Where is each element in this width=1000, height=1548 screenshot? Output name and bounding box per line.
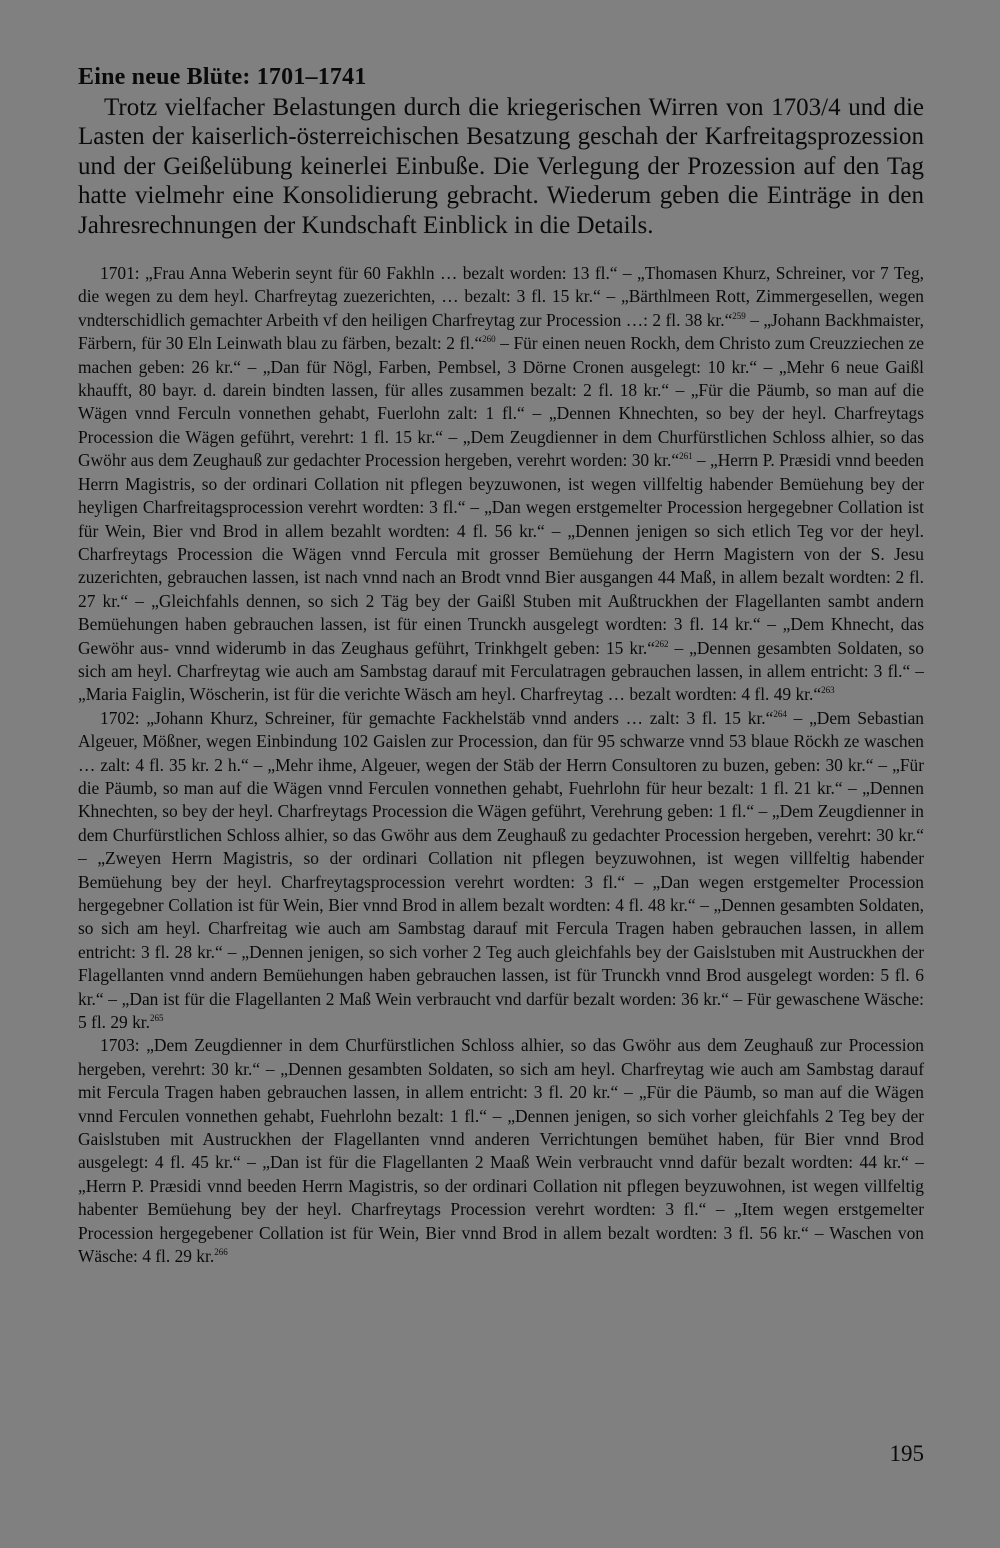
footnote-marker: 260	[482, 334, 496, 345]
entry-text: – „Dem Sebastian Algeuer, Mößner, wegen Einbindung 102 Gaislen zur Procession, dan für 95 schwarze vnnd 53 blaue Röckh ze waschen … zalt: 4 fl. 35 kr. 2 h.“ – „Mehr ihme, Algeuer, wegen der Stäb der Herrn Consultoren zu buzen, geben: 30 kr.“ – „Für die Päumb, so man auf die Wägen vnnd Ferculen vonnethen gehabt, Fuehrlohn für heur bezalt: 1 fl. 21 kr.“ – „Dennen Khnechten, so bey der heyl. Charfreytags Procession die Wägen geführt, Verehrung geben: 1 fl.“ – „Dem Zeugdienner in dem Churfürstlichen Schloss alhier, so das Gwöhr aus dem Zeughauß zu gedachter Procession hergeben, verehrt: 30 kr.“ – „Zweyen Herrn Magistris, so der ordinari Collation nit pflegen beyzuwohnen, ist wegen villfeltig habender Bemüehung bey der heyl. Charfreytagsprocession verehrt wordten: 3 fl.“ – „Dan wegen erstgemelter Procession hergegebner Collation ist für Wein, Bier vnnd Brod in allem bezalt wordten: 4 fl. 48 kr.“ – „Dennen gesambten Soldaten, so sich am heyl. Charfreitag wie auch am Sambstag darauf mit Fercula Tragen haben gebrauchen lassen, in allem entricht: 3 fl. 28 kr.“ – „Dennen jenigen, so sich vorher 2 Teg auch gleichfahls bey der Gaislstuben mit Austruckhen der Flagellanten vnnd andern Bemüehungen haben gebrauchen lassen, ist für Trunckh vnnd Brod ausgelegt worden: 5 fl. 6 kr.“ – „Dan ist für die Flagellanten 2 Maß Wein verbraucht vnd darfür bezalt worden: 36 kr.“ – Für gewaschene Wäsche: 5 fl. 29 kr.	[78, 707, 924, 1033]
entry-text: – „Johann Backhmaister, Färbern, für 30 Eln Leinwath blau zu färben, bezalt: 2 fl.“	[78, 309, 924, 354]
entry-text: – „Herrn P. Præsidi vnnd beeden Herrn Magistris, so der ordinari Collation nit pflegen beyzuwonen, ist wegen villfeltig habender Bemüehung bey der heyligen Charfreitagsprocession verehrt wordten: 3 fl.“ – „Dan wegen erstgemelter Procession hergegebner Collation ist für Wein, Bier vnd Brod in allem bezahlt wordten: 4 fl. 56 kr.“ – „Dennen jenigen so sich etlich Teg vor der heyl. Charfreytags Procession die Wägen vnnd Fercula mit grosser Bemüehung der Herrn Magistern von der S. Jesu zuzerichten, gebrauchen lassen, ist nach vnnd nach an Brodt vnnd Bier ausgangen 44 Maß, in allem bezalt wordten: 2 fl. 27 kr.“ – „Gleichfahls dennen, so sich 2 Täg bey der Gaißl Stuben mit Außtruckhen der Flagellanten sambt andern Bemüehungen haben gebrauchen lassen, ist für einen Trunckh ausgelegt wordten: 3 fl. 14 kr.“ – „Dem Khnecht, das Gewöhr aus- vnnd widerumb in das Zeughaus geführt, Trinkhgelt geben: 15 kr.“	[78, 450, 925, 658]
entry-text: – Für einen neuen Rockh, dem Christo zum Creuzziechen ze machen geben: 26 kr.“ – „Dan für Nögl, Farben, Pembsel, 3 Dörne Cronen ausgelegt: 10 kr.“ – „Mehr 6 neue Gaißl khaufft, 80 bayr. d. darein bindten lassen, für alles zusammen bezalt: 2 fl. 18 kr.“ – „Für die Päumb, so man auf die Wägen vnnd Ferculn vonnethen gehabt, Fuerlohn zalt: 1 fl.“ – „Dennen Khnechten, so bey der heyl. Charfreytags Procession die Wägen geführt, verehrt: 1 fl. 15 kr.“ – „Dem Zeugdienner in dem Churfürstlichen Schloss alhier, so das Gwöhr aus dem Zeughauß zur gedachter Procession hergeben, verehrt worden: 30 kr.“	[78, 333, 925, 471]
intro-paragraph: Trotz vielfacher Belastungen durch die kriegerischen Wirren von 1703/4 und die Lasten der kaiserlich-österreichischen Besatzung geschah der Karfreitagsprozession und der Geißelübung keinerlei Einbuße. Die Verlegung der Prozession auf den Tag hatte vielmehr eine Konsolidierung gebracht. Wiederum geben die Einträge in den Jahresrechnungen der Kundschaft Einblick in die Details.	[78, 94, 924, 239]
footnote-marker: 266	[214, 1247, 228, 1258]
section-heading: Eine neue Blüte: 1701–1741	[78, 64, 367, 90]
page-number: 195	[889, 1441, 924, 1466]
footnote-marker: 263	[821, 685, 835, 696]
page-body	[78, 62, 924, 1269]
entry-year: 1702	[100, 707, 135, 728]
entry-text: – „Dennen gesambten Soldaten, so sich am heyl. Charfreytag wie auch am Sambstag darauf mit Ferculatragen gebrauchen lassen, in allem entricht: 3 fl.“ – „Maria Faiglin, Wöscherin, ist für die verichte Wäsch am heyl. Charfreytag … bezalt wordten: 4 fl. 49 kr.“	[78, 637, 924, 705]
footnote-marker: 262	[654, 638, 669, 649]
footnote-marker: 264	[773, 708, 787, 719]
account-entries	[78, 262, 924, 1268]
footnote-marker: 259	[732, 310, 746, 321]
entry-text: : „Frau Anna Weberin seynt für 60 Fakhln … bezalt worden: 13 fl.“ – „Thomasen Khurz, Schreiner, vor 7 Teg, die wegen zu dem heyl. Charfreytag zuezerichten, … bezalt: 3 fl. 15 kr.“ – „Bärthlmeen Rott, Zimmergesellen, wegen vndterschidlich gemachter Arbeith vf den heiligen Charfreytag zur Procession …: 2 fl. 38 kr.“	[78, 263, 924, 330]
account-entry-1701	[78, 262, 924, 707]
account-entry-1703	[78, 1034, 924, 1268]
entry-text: : „Dem Zeugdienner in dem Churfürstlichen Schloss alhier, so das Gwöhr aus dem Zeughauß zur Procession hergeben, verehrt: 30 kr.“ – „Dennen gesambten Soldaten, so sich am heyl. Charfreytag wie auch am Sambstag darauf mit Fercula Tragen haben gebrauchen lassen, in allem entricht: 3 fl. 20 kr.“ – „Für die Päumb, so man auf die Wägen vnnd Ferculen vonnethen gehabt, Fuehrlohn bezalt: 1 fl.“ – „Dennen jenigen, so sich vorher gleichfahls 2 Teg bey der Gaislstuben mit Austruckhen der Flagellanten vnnd anderen Verrichtungen bemühet haben, für Bier vnnd Brod ausgelegt: 4 fl. 45 kr.“ – „Dan ist für die Flagellanten 2 Maaß Wein verbraucht vnnd dafür bezalt wordten: 44 kr.“ – „Herrn P. Præsidi vnnd beeden Herrn Magistris, so der ordinari Collation nit pflegen beyzuwohnen, ist wegen villfeltig habenter Bemüehung bey der heyl. Charfreytags Procession verehrt wordten: 3 fl.“ – „Item wegen erstgemelter Procession hergegebener Collation ist für Wein, Bier vnnd Brod in allem bezalt wordten: 3 fl. 56 kr.“ – Waschen von Wäsche: 4 fl. 29 kr.	[78, 1035, 924, 1267]
entry-text: : „Johann Khurz, Schreiner, für gemachte Fackhelstäb vnnd anders … zalt: 3 fl. 15 kr.“	[134, 707, 774, 728]
account-entry-1702	[78, 707, 924, 1035]
footnote-marker: 261	[679, 451, 693, 462]
entry-year: 1703	[100, 1035, 135, 1056]
entry-year: 1701	[100, 263, 135, 284]
footnote-marker: 265	[149, 1013, 164, 1024]
